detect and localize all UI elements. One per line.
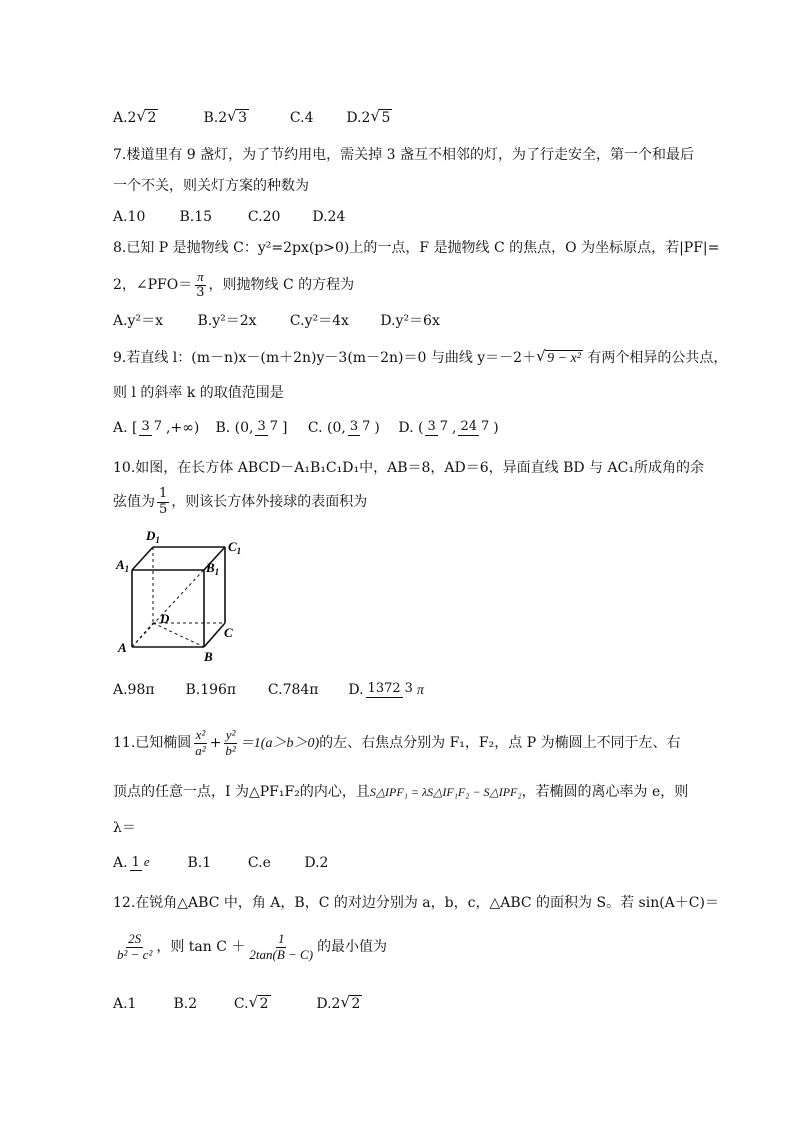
- q6-option-b: B.2√ 3: [203, 108, 285, 128]
- q11-option-c: C.e: [247, 855, 271, 871]
- q7-option-a: A.10: [113, 209, 146, 225]
- q11-option-b: B.1: [187, 855, 212, 871]
- q9-stem-line2: 则 l 的斜率 k 的取值范围是: [113, 385, 284, 401]
- q10-option-b: B.196π: [185, 682, 237, 698]
- q10-stem-line2: 弦值为 $\frac{1}{5}$ ，则该长方体外接球的表面积为: [113, 485, 368, 517]
- q11-option-a: A. 1 e: [113, 853, 150, 871]
- label-d1: $D_1$: [146, 528, 160, 545]
- q6-option-c: C.4: [289, 110, 314, 126]
- q8-options: [113, 311, 440, 331]
- hidden-edge-a-d: [132, 623, 153, 647]
- edge-a1-d1: [132, 547, 153, 570]
- q7-stem-line1: 7.楼道里有 9 盏灯，为了节约用电，需关掉 3 盏互不相邻的灯，为了行走安全，第一个和最后: [113, 147, 694, 163]
- q10-stem-line1: 10.如图，在长方体 ABCD－A₁B₁C₁D₁中，AB＝8，AD＝6，异面直线 BD 与 AC₁所成角的余: [113, 460, 704, 476]
- q11-option-d: D.2: [304, 855, 329, 871]
- q10-options: [113, 670, 424, 711]
- q12-stem-line1: 12.在锐角△ABC 中，角 A，B，C 的对边分别为 a，b，c，△ABC 的面积为 S。若 sin(A＋C)＝: [113, 895, 719, 911]
- q12-option-d: D.2√ 2: [316, 994, 362, 1014]
- q7-stem-line2: 一个不关，则关灯方案的种数为: [113, 178, 309, 194]
- q8-option-a: A.y²＝x: [113, 313, 163, 329]
- q10-option-a: A.98π: [113, 682, 155, 698]
- q7-option-c: C.20: [247, 209, 281, 225]
- q9-option-c: C. (0, 3 7 ): [307, 419, 380, 436]
- label-b: B: [204, 649, 213, 664]
- q11-stem-line3: λ＝: [113, 820, 136, 836]
- label-c: C: [224, 625, 233, 640]
- q8-stem-line2: 2，∠PFO＝ $\frac{\pi}{3}$ ，则抛物线 C 的方程为: [113, 268, 355, 300]
- q12-option-a: A.1: [113, 996, 137, 1012]
- q11-options: [113, 842, 328, 884]
- q9-option-b: B. (0, 3 7 ]: [215, 419, 288, 436]
- edge-c-b: [204, 623, 225, 647]
- q6-option-a: A.2√ 2: [113, 108, 199, 128]
- cuboid-figure: [110, 525, 250, 665]
- label-d: D: [160, 611, 170, 626]
- q9-option-a: A. [ 3 7 ,+∞): [113, 419, 200, 436]
- q7-option-d: D.24: [312, 209, 346, 225]
- diagonal-d-b: [153, 623, 204, 647]
- q10-option-d: D. 1372 3 π: [348, 681, 424, 698]
- q9-stem-line1: 9.若直线 l：(m－n)x－(m＋2n)y－3(m－2n)＝0 与曲线 y＝－2＋√ 9 − x² 有两个相异的公共点，: [113, 348, 727, 368]
- q12-stem-line2: $\frac{2S}{\text{b² − c²}}$ ，则 tan C ＋ $\frac{1}{2\tan(B - C)}$ 的最小值为: [117, 930, 388, 962]
- q6-option-d: D.2√ 5: [346, 108, 392, 128]
- q8-stem-line1: 8.已知 P 是抛物线 C：y²=2px(p>0)上的一点，F 是抛物线 C 的焦点，O 为坐标原点，若|PF|=: [113, 240, 720, 256]
- label-a1: $A_1$: [116, 557, 130, 574]
- q12-options: [113, 994, 362, 1014]
- q8-option-c: C.y²＝4x: [289, 313, 349, 329]
- label-c1: $C_1$: [228, 539, 242, 556]
- q12-option-b: B.2: [173, 996, 198, 1012]
- q11-stem-line2: 顶点的任意一点，I 为△PF₁F₂的内心，且S△IPF₁ = λS△IF₁F₂ − S△IPF₂，若椭圆的离心率为 e，则: [113, 784, 689, 800]
- q9-option-d: D. ( 3 7 , 24 7 ): [398, 419, 499, 436]
- q6-options: [113, 108, 392, 128]
- q7-options: [113, 207, 345, 227]
- q12-option-c: C.√ 2: [234, 994, 312, 1014]
- label-a: A: [118, 640, 127, 655]
- q11-stem-line1: 11.已知椭圆 $\frac{\text{x²}}{\text{a²}}$ + $\frac{\text{y²}}{\text{b²}}$ ＝1(a＞b＞0)的左、右焦点分别为 F₁，F₂，点 P 为椭圆上不同于左、右: [113, 726, 681, 758]
- q10-option-c: C.784π: [267, 682, 319, 698]
- q8-option-d: D.y²＝6x: [380, 313, 440, 329]
- q8-option-b: B.y²＝2x: [197, 313, 257, 329]
- q9-options: [113, 408, 499, 448]
- q7-option-b: B.15: [179, 209, 213, 225]
- label-b1: $B_1$: [206, 560, 220, 577]
